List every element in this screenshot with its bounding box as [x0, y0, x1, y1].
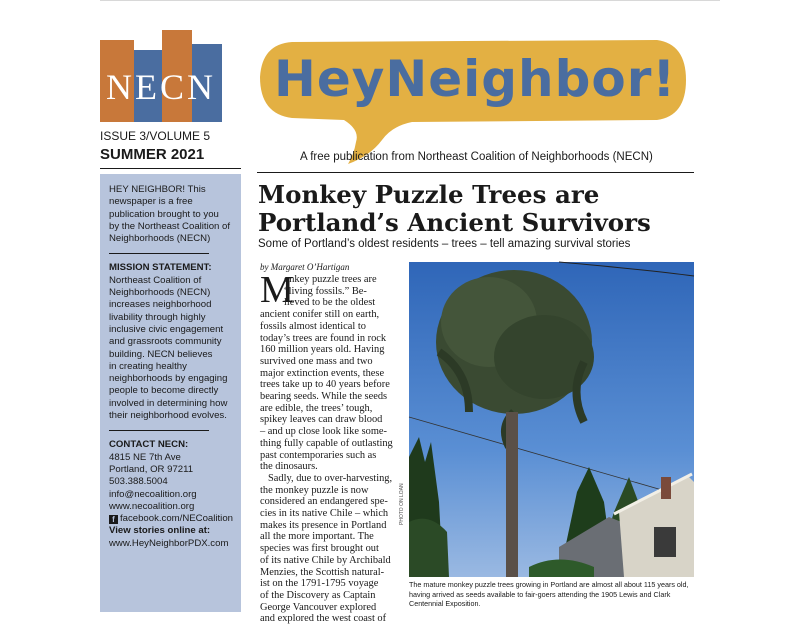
issue-volume: ISSUE 3/VOLUME 5	[100, 129, 211, 143]
body-line: major extinction events, these	[260, 367, 385, 379]
body-line: ancient conifer still on earth,	[260, 309, 380, 321]
dropcap-block	[260, 269, 406, 311]
body-line: onkey puzzle trees are	[284, 274, 377, 285]
headline-line: Portland’s Ancient Survivors	[258, 208, 651, 237]
mission-line: neighborhoods by engaging	[109, 373, 228, 385]
sidebar-intro-line: publication brought to you	[109, 208, 219, 220]
tree-photo-illustration	[409, 262, 694, 577]
mission-line: Northeast Coalition of	[109, 274, 202, 286]
body-line: survived one mass and two	[260, 355, 373, 367]
body-line: ist on the 1791-1795 voyage	[260, 578, 379, 590]
mission-line: involved in determining how	[109, 397, 228, 409]
mission-line: livability through highly	[109, 311, 206, 323]
body-line: Sadly, due to over-harvesting,	[268, 472, 393, 484]
publication-tagline: A free publication from Northeast Coalition of Neighborhoods (NECN)	[300, 151, 653, 163]
body-line: lieved to be the oldest	[284, 297, 376, 309]
mission-line: building. NECN believes	[109, 348, 213, 360]
issue-season: SUMMER 2021	[100, 146, 205, 163]
stories-url[interactable]: www.HeyNeighborPDX.com	[109, 537, 229, 549]
sidebar-top-rule	[100, 168, 241, 169]
body-line: trees take up to 40 years before	[260, 379, 390, 391]
body-line: today’s trees are found in rock	[260, 332, 387, 344]
body-line: 160 million years old. Having	[260, 344, 385, 356]
body-line: bearing seeds. While the seeds	[260, 391, 388, 403]
masthead-title: HeyNeighbor!	[274, 50, 677, 108]
body-line: are edible, the trees’ tough,	[260, 402, 373, 414]
body-line: “living fossils.” Be-	[284, 285, 367, 297]
body-line: fossils almost identical to	[260, 320, 366, 332]
facebook-text: facebook.com/NECoalition	[119, 513, 233, 525]
body-line: species was first brought out	[260, 543, 379, 555]
body-line: thing fully capable of outlasting	[260, 437, 393, 449]
body-line: and explored the west coast of	[260, 613, 387, 625]
drop-cap: M	[260, 269, 294, 311]
body-line: considered an endangered spe-	[260, 496, 388, 508]
mission-line: and grassroots community	[109, 336, 222, 348]
mission-line: in creating healthy	[109, 360, 187, 372]
headline-line: Monkey Puzzle Trees are	[258, 180, 600, 209]
body-line: George Vancouver explored	[260, 601, 377, 613]
sidebar-divider	[109, 253, 209, 254]
body-line: the monkey puzzle is now	[260, 484, 369, 496]
sidebar-intro-line: newspaper is a free	[109, 196, 193, 208]
mission-line: inclusive civic engagement	[109, 323, 224, 335]
body-line: Menzies, the Scottish natural-	[260, 566, 385, 578]
contact-heading: CONTACT NECN:	[109, 439, 189, 451]
body-line: of its native Chile by Archibald	[260, 554, 391, 566]
masthead	[252, 22, 692, 172]
sidebar-intro-line: HEY NEIGHBOR! This	[109, 184, 206, 195]
article-byline: by Margaret O’Hartigan	[260, 262, 350, 272]
contact-phone: 503.388.5004	[109, 476, 168, 488]
body-line: spikey leaves can draw blood	[260, 414, 383, 426]
logo-text: NECN	[106, 67, 216, 107]
necn-logo	[100, 30, 222, 122]
contact-email[interactable]: info@necoalition.org	[109, 488, 197, 500]
contact-website[interactable]: www.necoalition.org	[109, 500, 195, 512]
facebook-icon: f	[109, 515, 118, 524]
top-rule	[100, 0, 720, 1]
sidebar-divider	[109, 430, 209, 431]
sidebar-intro-line: by the Northeast Coalition of	[109, 220, 231, 232]
photo-caption: The mature monkey puzzle trees growing in Portland are almost all about 115 years old, having arrived as seeds available to fair-goers attending the 1905 Lewis and Clark Centennial Exposition.	[409, 580, 689, 609]
mission-line: Neighborhoods (NECN)	[109, 287, 211, 299]
mission-line: increases neighborhood	[109, 299, 212, 311]
body-line: the dinosaurs.	[260, 461, 318, 473]
main-top-rule	[257, 172, 694, 173]
body-line: – and up close look like some-	[260, 426, 387, 438]
body-line: cies in its native Chile – which	[260, 508, 389, 520]
photo-credit: PHOTO ON LOAN	[399, 483, 405, 525]
body-line: makes its presence in Portland	[260, 519, 387, 531]
body-line: past contemporaries such as	[260, 449, 377, 461]
monkey-puzzle-tree-photo	[409, 262, 694, 577]
sidebar	[100, 174, 241, 612]
sidebar-intro-line: Neighborhoods (NECN)	[109, 233, 211, 245]
mission-line: their neighborhood evolves.	[109, 410, 227, 422]
contact-address-2: Portland, OR 97211	[109, 463, 194, 475]
mission-line: people to become directly	[109, 385, 219, 397]
facebook-link[interactable]	[109, 513, 233, 525]
body-line: all the more important. The	[260, 531, 374, 543]
contact-address-1: 4815 NE 7th Ave	[109, 451, 181, 463]
article-body	[260, 269, 406, 625]
body-line: of the Discovery as Captain	[260, 589, 376, 601]
stories-heading: View stories online at:	[109, 525, 211, 537]
article-deck: Some of Portland’s oldest residents – trees – tell amazing survival stories	[258, 238, 631, 250]
mission-heading: MISSION STATEMENT:	[109, 262, 212, 274]
article-headline	[258, 181, 698, 237]
